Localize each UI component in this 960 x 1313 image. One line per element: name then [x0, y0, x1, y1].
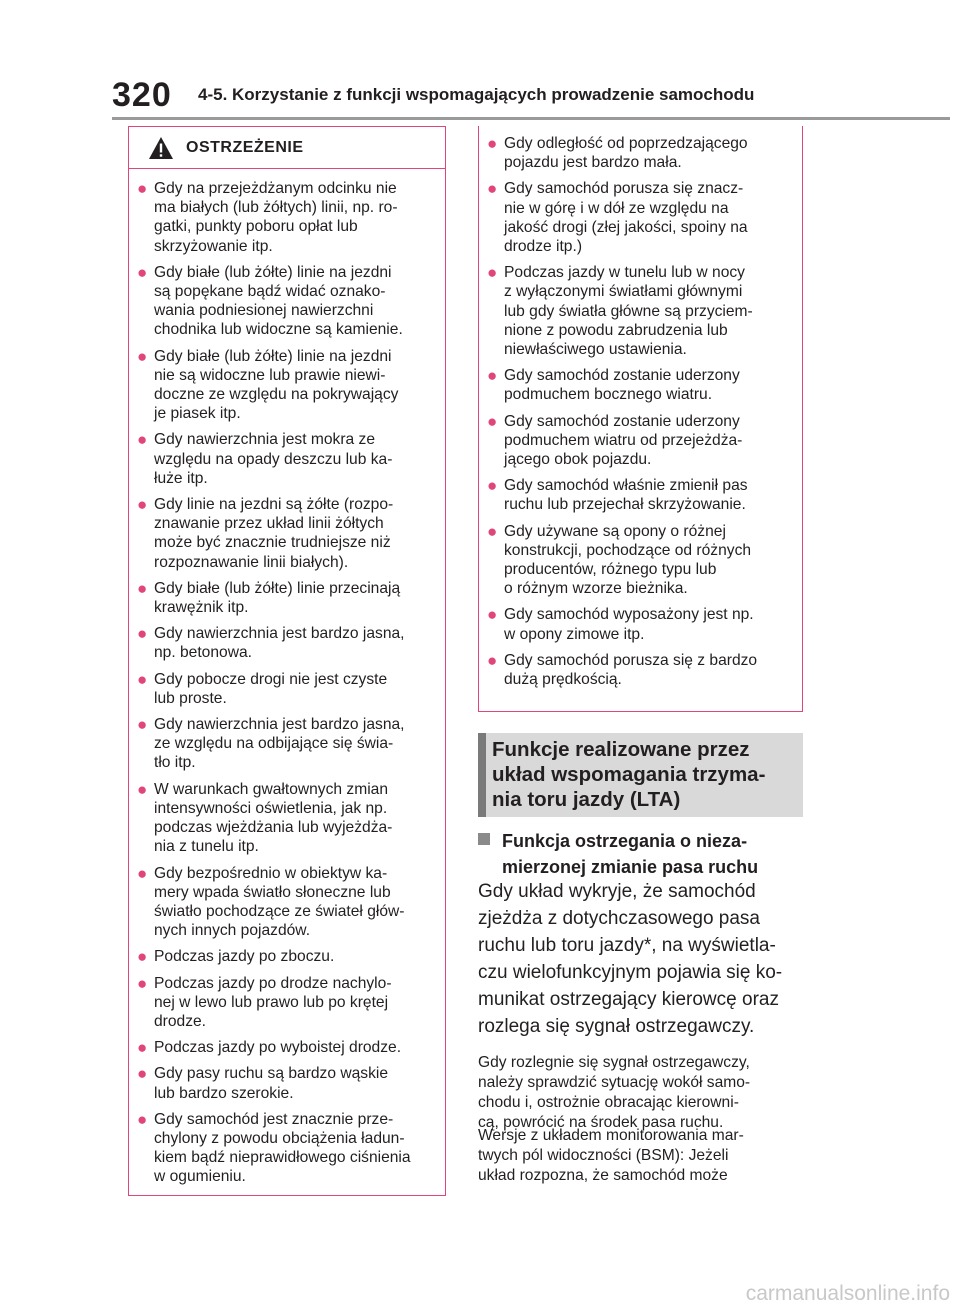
list-item-text: Podczas jazdy po wyboistej drodze.: [154, 1039, 402, 1057]
bullet-icon: ●: [137, 779, 148, 799]
paragraph-1: Gdy rozlegnie się sygnał ostrzegawczy, należy sprawdzić sytuację wokół samo- chodu i, ostrożnie obracając kierowni- cą, powrócić na środek pasa ruchu.: [478, 1054, 751, 1131]
bullet-icon: ●: [137, 346, 148, 366]
list-item: [137, 495, 437, 572]
warning-list-left: [129, 169, 445, 1187]
watermark: carmanualsonline.info: [745, 1282, 950, 1305]
bullet-icon: ●: [137, 1109, 148, 1129]
list-item: [137, 1038, 437, 1057]
warning-header: [129, 127, 445, 169]
warning-box-right: [478, 126, 803, 712]
list-item: [137, 624, 437, 662]
list-item-text: Gdy samochód zostanie uderzony podmuchem bocznego wiatru.: [504, 367, 740, 404]
warning-title: OSTRZEŻENIE: [186, 138, 304, 156]
list-item-text: Gdy na przejeżdżanym odcinku nie ma białych (lub żółtych) linii, np. ro- gatki, punkty poboru opłat lub skrzyżowanie itp.: [154, 180, 398, 255]
list-item: [487, 366, 794, 404]
list-item: [487, 522, 794, 599]
bullet-icon: ●: [487, 263, 498, 283]
bullet-icon: ●: [487, 411, 498, 431]
bullet-icon: ●: [487, 476, 498, 496]
list-item: [137, 579, 437, 617]
bullet-icon: ●: [487, 134, 498, 153]
bullet-icon: ●: [137, 715, 148, 735]
chapter-title: 4-5. Korzystanie z funkcji wspomagających prowadzenie samochodu: [198, 85, 755, 104]
list-item: [487, 476, 794, 514]
list-item: [137, 715, 437, 773]
bullet-icon: ●: [137, 578, 148, 598]
bullet-icon: ●: [137, 947, 148, 967]
bullet-icon: ●: [137, 669, 148, 689]
page-number: 320: [112, 76, 172, 114]
section-heading-bar: [478, 733, 486, 817]
bullet-icon: ●: [487, 521, 498, 541]
bullet-icon: ●: [137, 495, 148, 515]
page-header: [112, 76, 950, 120]
list-item-text: Gdy białe (lub żółte) linie na jezdni są popękane bądź widać oznako- wania podniesionej nawierzchni chodnika lub widoczne są kamienie.: [154, 263, 403, 339]
list-item-text: Gdy białe (lub żółte) linie przecinają krawężnik itp.: [154, 579, 401, 617]
list-item-text: Gdy samochód porusza się z bardzo dużą prędkością.: [504, 651, 758, 689]
bullet-icon: ●: [137, 973, 148, 993]
list-item-text: Gdy nawierzchnia jest bardzo jasna, np. betonowa.: [154, 625, 405, 662]
header-divider: [112, 117, 950, 120]
bullet-icon: ●: [487, 366, 498, 386]
list-item-text: Gdy nawierzchnia jest mokra ze względu na opady deszczu lub ka- łuże itp.: [154, 431, 393, 487]
section-heading: [478, 733, 803, 817]
bullet-icon: ●: [487, 650, 498, 670]
list-item: [137, 947, 437, 966]
paragraph-2: Wersje z układem monitorowania mar- twych pól widoczności (BSM): Jeżeli układ rozpozna, że samochód może: [478, 1127, 744, 1184]
list-item-text: Podczas jazdy po drodze nachylo- nej w lewo lub prawo lub po krętej drodze.: [154, 974, 392, 1030]
bullet-icon: ●: [137, 863, 148, 883]
list-item-text: Gdy samochód właśnie zmienił pas ruchu lub przejechał skrzyżowanie.: [504, 477, 748, 514]
list-item-text: Gdy linie na jezdni są żółte (rozpo- znawanie przez układ linii żółtych może być znacznie trudniejsze niż rozpoznawanie linii białych).: [154, 496, 394, 571]
list-item: [137, 347, 437, 424]
list-item: [137, 179, 437, 256]
subsection-title: Funkcja ostrzegania o nieza- mierzonej zmianie pasa ruchu: [502, 831, 759, 877]
list-item: [137, 1064, 437, 1102]
list-item: [487, 179, 794, 256]
intro-paragraph: Gdy układ wykryje, że samochód zjeżdża z dotychczasowego pasa ruchu lub toru jazdy*, na wyświetla- czu wielofunkcyjnym pojawia się ko- munikat ostrzegający kierowcę oraz rozlega się sygnał ostrzegawczy.: [478, 881, 783, 1037]
bullet-icon: ●: [137, 1064, 148, 1084]
list-item-text: W warunkach gwałtownych zmian intensywności oświetlenia, jak np. podczas wjeżdżania lub wyjeżdża- nia z tunelu itp.: [154, 780, 393, 856]
list-item-text: Podczas jazdy w tunelu lub w nocy z wyłączonymi światłami głównymi lub gdy światła główne są przyciem- nione z powodu zabrudzenia lub niewłaściwego ustawienia.: [504, 264, 753, 359]
square-bullet-icon: [478, 833, 490, 845]
bullet-icon: ●: [137, 430, 148, 450]
bullet-icon: ●: [137, 262, 148, 282]
list-item: [137, 670, 437, 708]
list-item-text: Gdy odległość od poprzedzającego pojazdu jest bardzo mała.: [504, 135, 748, 172]
list-item: [137, 263, 437, 340]
list-item-text: Gdy samochód zostanie uderzony podmuchem wiatru od przejeżdża- jącego obok pojazdu.: [504, 412, 743, 469]
list-item: [137, 864, 437, 941]
list-item-text: Gdy pobocze drogi nie jest czyste lub proste.: [154, 670, 388, 707]
subsection-heading: [478, 828, 808, 880]
list-item-text: Gdy bezpośrednio w obiektyw ka- mery wpada światło słoneczne lub światło pochodzące ze świateł głów- nych innych pojazdów.: [154, 864, 405, 940]
list-item: [137, 780, 437, 857]
bullet-icon: ●: [137, 624, 148, 644]
list-item-text: Gdy nawierzchnia jest bardzo jasna, ze względu na odbijające się świa- tło itp.: [154, 716, 405, 772]
list-item-text: Gdy samochód porusza się znacz- nie w górę i w dół ze względu na jakość drogi (złej jakości, spoiny na drodze itp.): [504, 180, 748, 256]
bullet-icon: ●: [137, 179, 148, 198]
bullet-icon: ●: [487, 605, 498, 625]
list-item-text: Gdy używane są opony o różnej konstrukcji, pochodzące od różnych producentów, różnego typu lub o różnym wzorze bieżnika.: [504, 522, 752, 598]
bullet-icon: ●: [487, 179, 498, 199]
list-item: [487, 412, 794, 470]
list-item: [487, 605, 794, 643]
list-item-text: Podczas jazdy po zboczu.: [154, 948, 335, 966]
list-item: [137, 430, 437, 488]
list-item: [487, 651, 794, 689]
bullet-icon: ●: [137, 1038, 148, 1058]
list-item-text: Gdy białe (lub żółte) linie na jezdni nie są widoczne lub prawie niewi- doczne ze względu na pokrywający je piasek itp.: [154, 347, 399, 423]
list-item: [487, 263, 794, 359]
list-item: [137, 974, 437, 1032]
list-item-text: Gdy pasy ruchu są bardzo wąskie lub bardzo szerokie.: [154, 1065, 389, 1102]
section-title: Funkcje realizowane przez układ wspomagania trzyma- nia toru jazdy (LTA): [492, 738, 766, 811]
warning-box-left: [128, 126, 446, 1196]
list-item: [137, 1110, 437, 1187]
list-item-text: Gdy samochód wyposażony jest np. w opony zimowe itp.: [504, 606, 754, 643]
warning-list-right: [479, 126, 802, 689]
warning-triangle-icon: [148, 136, 174, 160]
list-item: [487, 134, 794, 172]
list-item-text: Gdy samochód jest znacznie prze- chylony z powodu obciążenia ładun- kiem bądź nieprawidłowego ciśnienia w ogumieniu.: [154, 1110, 411, 1186]
